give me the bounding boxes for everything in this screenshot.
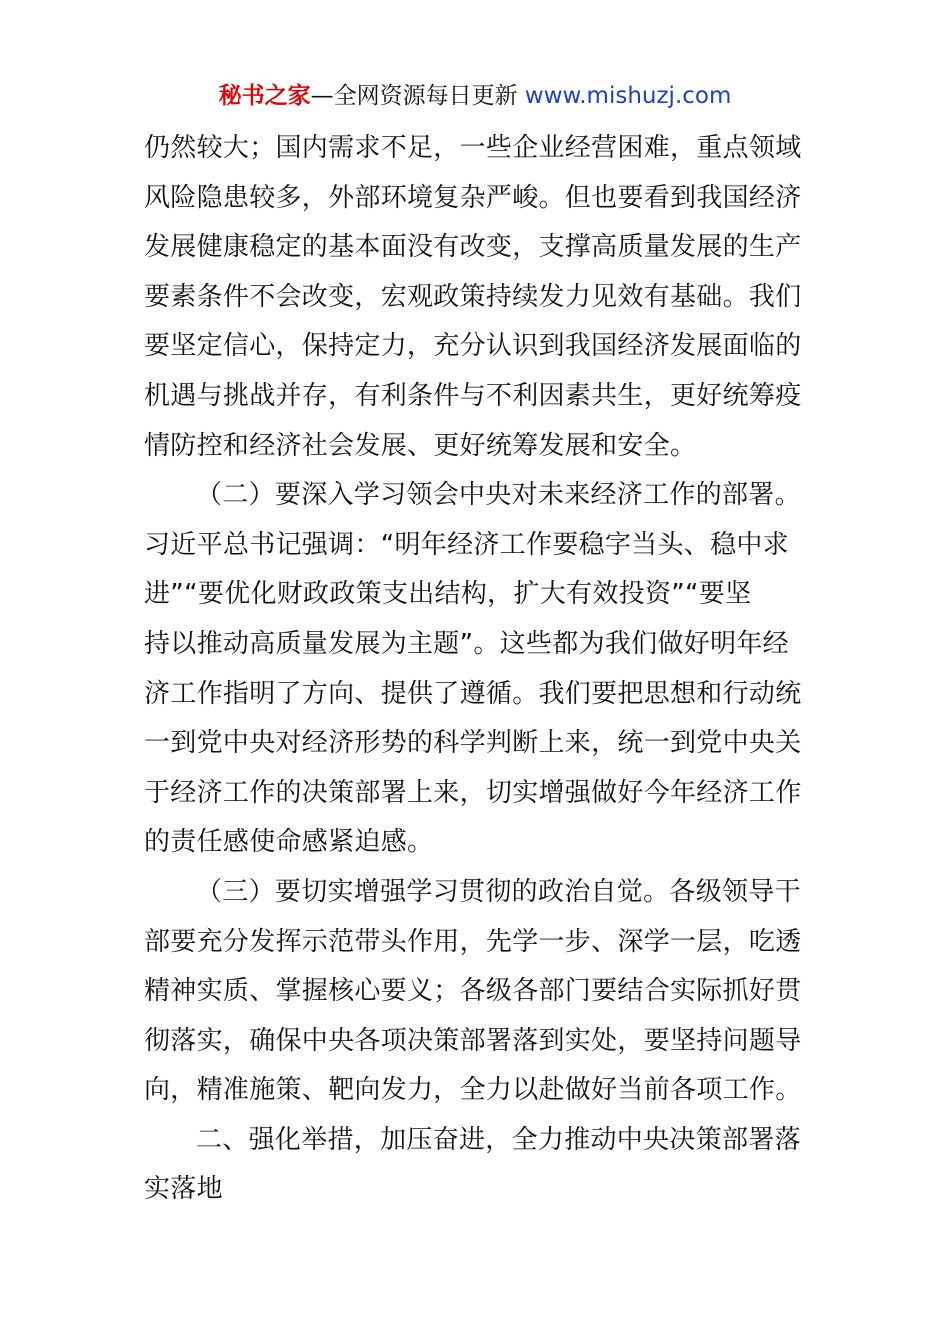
paragraph-heading: （三）要切实增强学习贯彻的政治自觉。各级领导干	[196, 876, 801, 907]
text-line: 精神实质、掌握核心要义；各级各部门要结合实际抓好贯	[144, 976, 802, 1007]
text-line: 于经济工作的决策部署上来，切实增强做好今年经济工作	[144, 777, 802, 808]
text-line: 要素条件不会改变，宏观政策持续发力见效有基础。我们	[144, 281, 802, 312]
document-body	[144, 124, 814, 1215]
text-line: 彻落实，确保中央各项决策部署落到实处，要坚持问题导	[144, 1025, 802, 1056]
section-heading: 二、强化举措，加压奋进，全力推动中央决策部署落	[196, 1124, 801, 1155]
text-line: 实落地	[144, 1174, 223, 1205]
text-line: 发展健康稳定的基本面没有改变，支撑高质量发展的生产	[144, 232, 802, 263]
text-line: 习近平总书记强调：“明年经济工作要稳字当头、稳中求	[144, 529, 789, 560]
text-line: 持以推动高质量发展为主题”。这些都为我们做好明年经	[144, 628, 789, 659]
text-line: 机遇与挑战并存，有利条件与不利因素共生，更好统筹疫	[144, 380, 802, 411]
text-line: 部要充分发挥示范带头作用，先学一步、深学一层，吃透	[144, 926, 802, 957]
text-line: 济工作指明了方向、提供了遵循。我们要把思想和行动统	[144, 678, 802, 709]
text-line: 一到党中央对经济形势的科学判断上来，统一到党中央关	[144, 728, 802, 759]
site-tagline: —全网资源每日更新	[310, 83, 518, 109]
text-line: 情防控和经济社会发展、更好统筹发展和安全。	[144, 430, 697, 461]
text-line: 的责任感使命感紧迫感。	[144, 827, 434, 858]
text-line: 风险隐患较多，外部环境复杂严峻。但也要看到我国经济	[144, 182, 802, 213]
text-line: 要坚定信心，保持定力，充分认识到我国经济发展面临的	[144, 331, 802, 362]
text-line: 仍然较大；国内需求不足，一些企业经营困难，重点领域	[144, 133, 802, 163]
text-line: 进”“要优化财政政策支出结构，扩大有效投资”“要坚	[144, 579, 752, 610]
text-line: 向，精准施策、靶向发力，全力以赴做好当前各项工作。	[144, 1075, 802, 1106]
site-header	[0, 80, 950, 112]
paragraph-heading: （二）要深入学习领会中央对未来经济工作的部署。	[196, 480, 801, 511]
site-brand: 秘书之家	[218, 83, 311, 109]
site-url: www.mishuzj.com	[524, 83, 732, 109]
